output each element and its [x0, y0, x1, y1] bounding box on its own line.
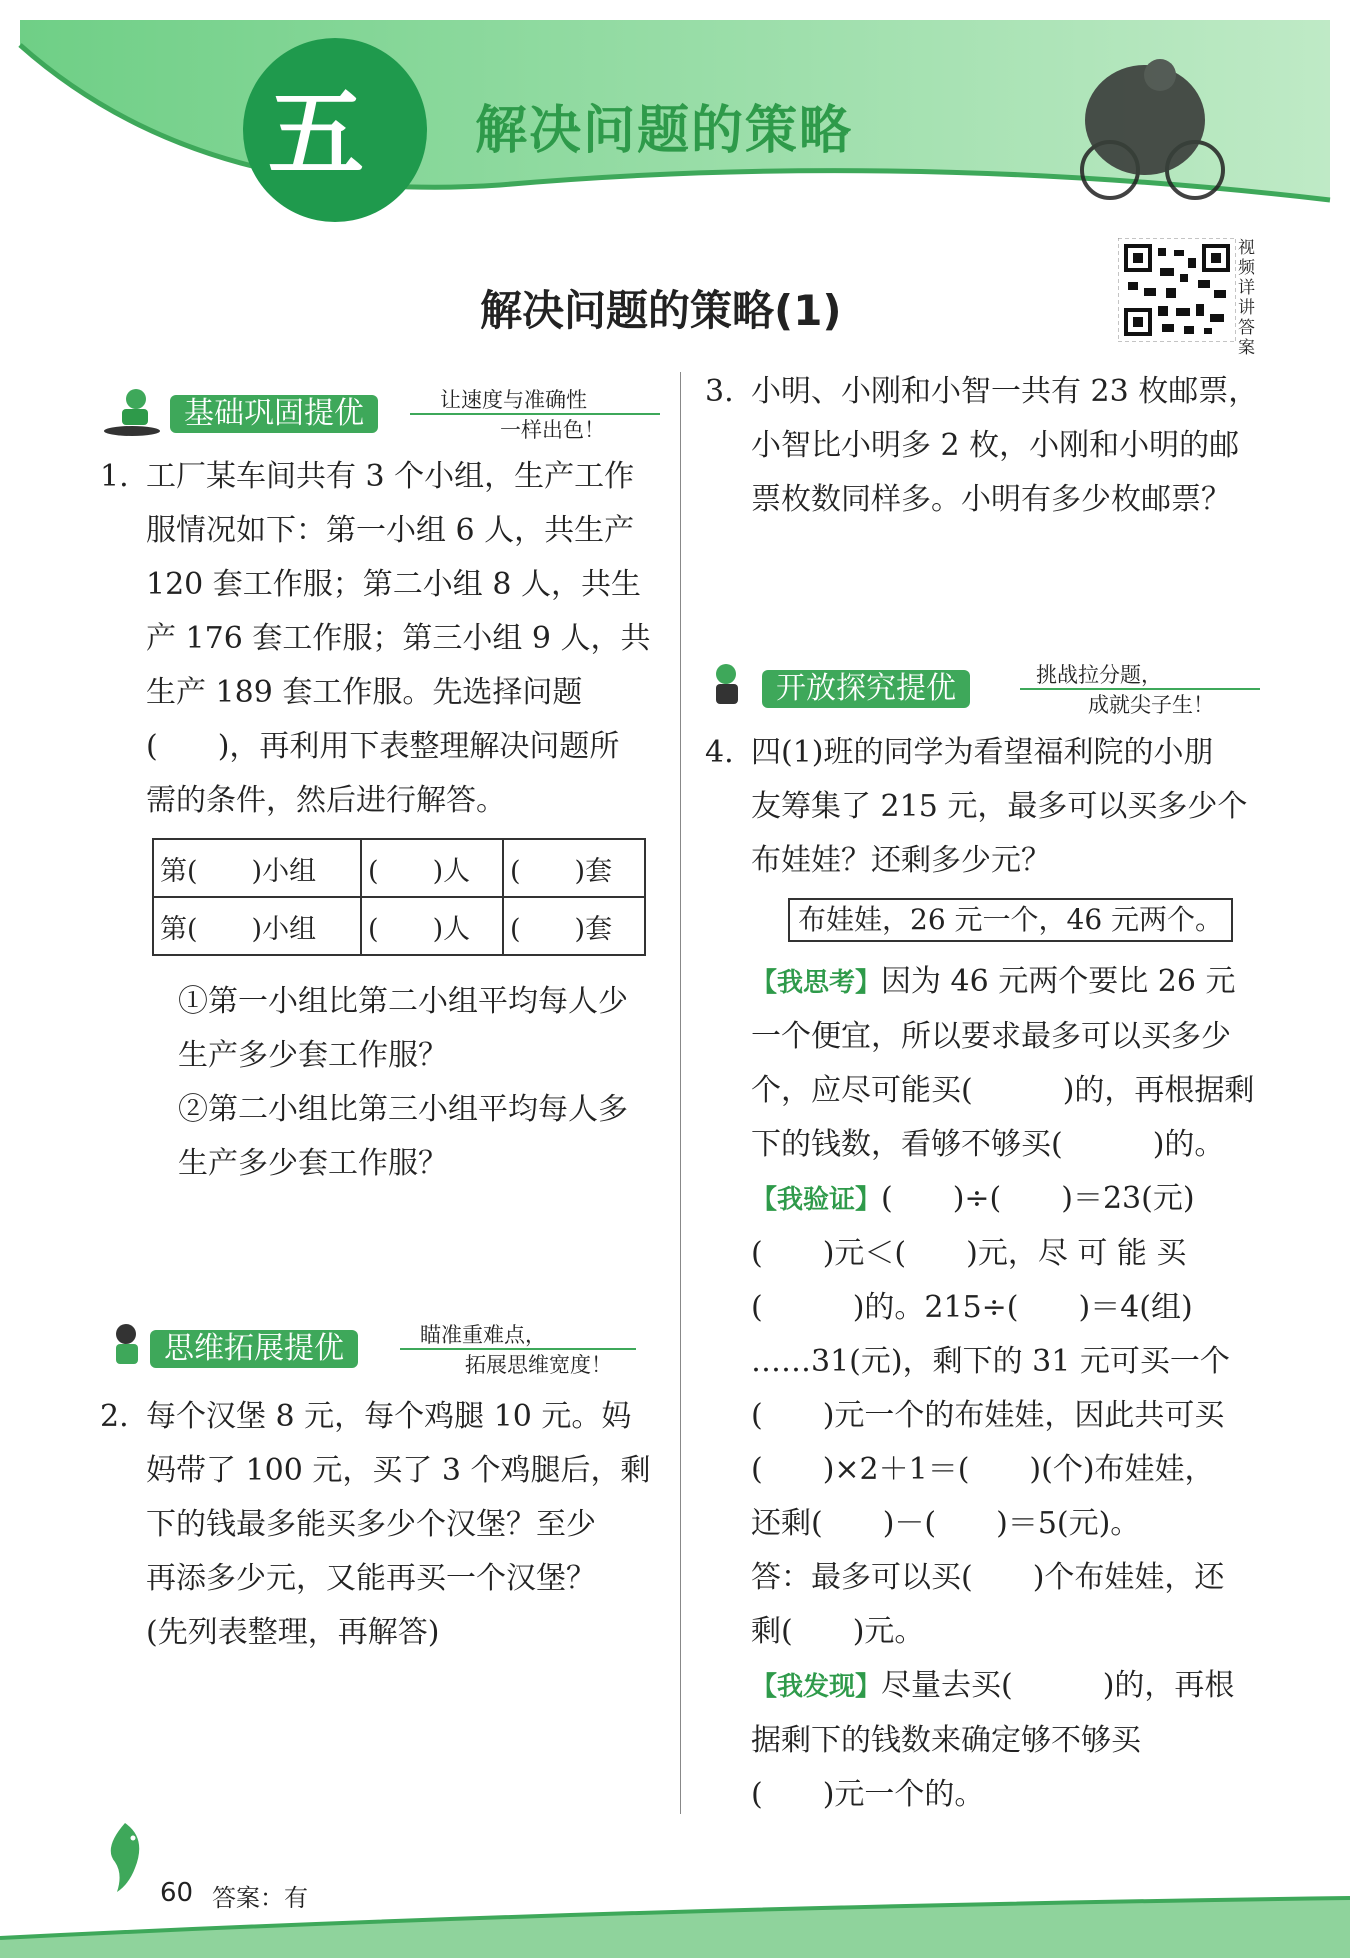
page-number: 60 — [160, 1878, 194, 1908]
verify-line[interactable]: 还剩( )－( )＝5(元)。 — [751, 1506, 1141, 1541]
verify-line[interactable]: ( )÷( )＝23(元) — [881, 1181, 1195, 1216]
chapter-number: 五 — [268, 78, 364, 190]
think-line: 因为 46 元两个要比 26 元 — [881, 964, 1236, 999]
question-3-number: 3. — [705, 374, 734, 409]
section-underline — [410, 413, 660, 415]
think-line: 一个便宜，所以要求最多可以买多少 — [751, 1019, 1231, 1054]
table-cell[interactable]: ( )套 — [503, 839, 645, 897]
table-cell[interactable]: ( )人 — [361, 839, 503, 897]
section-note-basic-2: 一样出色！ — [500, 418, 605, 442]
table-cell[interactable]: ( )套 — [503, 897, 645, 955]
section-note-thinking-2: 拓展思维宽度！ — [465, 1353, 612, 1377]
section-header-thinking — [100, 1320, 660, 1376]
q1-option-1-cont: 生产多少套工作服？ — [178, 1038, 448, 1073]
think-tag: 【我思考】 — [751, 968, 882, 998]
q1-line: 120 套工作服；第二小组 8 人，共生 — [146, 567, 641, 602]
q1-options — [178, 975, 678, 1191]
price-info-box: 布娃娃，26 元一个，46 元两个。 — [788, 898, 1233, 942]
verify-line[interactable]: ( )×2＋1＝( )(个)布娃娃， — [751, 1452, 1215, 1487]
qr-label: 视频详讲答案 — [1238, 238, 1255, 358]
section-tag-open: 开放探究提优 — [762, 670, 970, 708]
q1-table — [152, 838, 646, 956]
verify-line[interactable]: ( )元＜( )元，尽 可 能 买 — [751, 1236, 1187, 1271]
discover-line[interactable]: 尽量去买( )的，再根 — [881, 1668, 1235, 1703]
q1-line: ( )，再利用下表整理解决问题所 — [146, 729, 620, 764]
dolphin-icon — [95, 1818, 155, 1896]
answer-label: 答案：有 — [212, 1884, 308, 1912]
section-note-thinking-1: 瞄准重难点， — [420, 1323, 546, 1347]
verify-line[interactable]: ( )元一个的布娃娃，因此共可买 — [751, 1398, 1225, 1433]
section-tag-thinking: 思维拓展提优 — [150, 1330, 358, 1368]
q1-option-2-cont: 生产多少套工作服？ — [178, 1146, 448, 1181]
q2-line: (先列表整理，再解答) — [146, 1615, 440, 1650]
q1-option-2[interactable]: ②第二小组比第三小组平均每人多 — [178, 1092, 628, 1127]
think-line[interactable]: 下的钱数，看够不够买( )的。 — [751, 1127, 1225, 1162]
q2-line: 妈带了 100 元，买了 3 个鸡腿后，剩 — [146, 1453, 651, 1488]
footer-strip — [0, 1888, 1350, 1958]
answer-line[interactable]: 答：最多可以买( )个布娃娃，还 — [751, 1560, 1225, 1595]
q1-line: 产 176 套工作服；第三小组 9 人，共 — [146, 621, 651, 656]
think-line[interactable]: 个，应尽可能买( )的，再根据剩 — [751, 1073, 1255, 1108]
q4-line: 友筹集了 215 元，最多可以买多少个 — [751, 789, 1248, 824]
boy-on-skateboard-icon — [100, 385, 164, 441]
table-row — [153, 839, 645, 897]
answer-line[interactable]: 剩( )元。 — [751, 1614, 925, 1649]
q1-line: 工厂某车间共有 3 个小组，生产工作 — [146, 459, 635, 494]
section-underline — [1020, 688, 1260, 690]
discover-line[interactable]: ( )元一个的。 — [751, 1777, 985, 1812]
verify-line[interactable]: ( )的。215÷( )＝4(组) — [751, 1290, 1193, 1325]
section-note-basic-1: 让速度与准确性 — [440, 388, 587, 412]
table-row — [153, 897, 645, 955]
table-cell[interactable]: 第( )小组 — [153, 897, 361, 955]
q4-think — [751, 955, 1291, 1822]
chapter-title: 解决问题的策略 — [475, 101, 854, 161]
q1-line: 需的条件，然后进行解答。 — [146, 783, 506, 818]
q3-line: 票枚数同样多。小明有多少枚邮票？ — [751, 482, 1231, 517]
section-tag-basic: 基础巩固提优 — [170, 395, 378, 433]
question-4-number: 4. — [705, 735, 734, 770]
q1-option-1[interactable]: ①第一小组比第二小组平均每人少 — [178, 984, 628, 1019]
q1-line: 生产 189 套工作服。先选择问题 — [146, 675, 583, 710]
q4-line: 布娃娃？还剩多少元？ — [751, 843, 1051, 878]
table-cell[interactable]: 第( )小组 — [153, 839, 361, 897]
discover-line: 据剩下的钱数来确定够不够买 — [751, 1723, 1141, 1758]
question-1-number: 1. — [100, 459, 129, 494]
q3-line: 小明、小刚和小智一共有 23 枚邮票， — [751, 374, 1259, 409]
section-header-basic — [100, 385, 660, 441]
girl-mascot-icon — [100, 1320, 156, 1376]
section-note-open-2: 成就尖子生！ — [1088, 693, 1214, 717]
q2-line: 再添多少元，又能再买一个汉堡？ — [146, 1561, 596, 1596]
section-title: 解决问题的策略(1) — [480, 286, 842, 335]
verify-line: ……31(元)，剩下的 31 元可买一个 — [751, 1344, 1230, 1379]
column-divider — [680, 372, 681, 1814]
verify-tag: 【我验证】 — [751, 1185, 882, 1215]
section-underline — [400, 1348, 636, 1350]
qr-code-icon[interactable] — [1118, 238, 1236, 342]
q2-line: 每个汉堡 8 元，每个鸡腿 10 元。妈 — [146, 1399, 632, 1434]
q2-line: 下的钱最多能买多少个汉堡？至少 — [146, 1507, 596, 1542]
question-2-number: 2. — [100, 1399, 129, 1434]
table-cell[interactable]: ( )人 — [361, 897, 503, 955]
kid-mascot-icon — [700, 660, 756, 716]
q3-line: 小智比小明多 2 枚，小刚和小明的邮 — [751, 428, 1240, 463]
q4-line: 四(1)班的同学为看望福利院的小朋 — [751, 735, 1214, 770]
discover-tag: 【我发现】 — [751, 1672, 882, 1702]
q1-line: 服情况如下：第一小组 6 人，共生产 — [146, 513, 635, 548]
section-header-open — [700, 660, 1270, 716]
section-note-open-1: 挑战拉分题， — [1036, 663, 1162, 687]
